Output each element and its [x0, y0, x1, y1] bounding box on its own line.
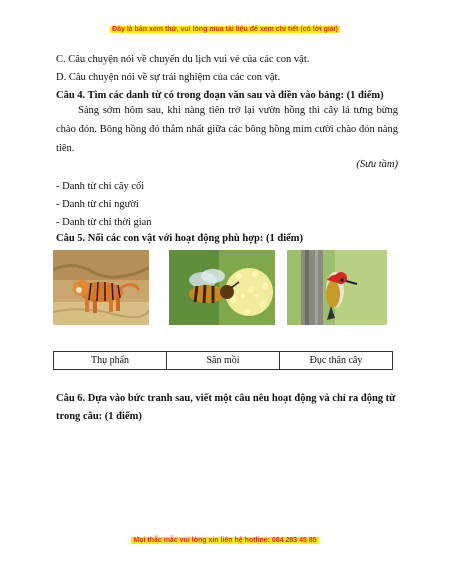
bee-photo — [169, 250, 275, 325]
option-c: C. Câu chuyện nói về chuyến du lịch vui vẻ của các con vật. — [56, 54, 310, 65]
option-d: D. Câu chuyện nói về sự trải nghiệm của các con vật. — [56, 72, 281, 83]
activity-pecking-tree[interactable]: Đục thân cây — [280, 352, 393, 370]
question-6-title-line2: trong câu: (1 điểm) — [56, 411, 142, 422]
noun-item-people: - Danh từ chỉ người — [56, 199, 139, 210]
passage-source: (Sưu tầm) — [356, 159, 398, 170]
hotline-text: Mọi thắc mắc vui lòng xin liên hệ hotline: 084 283 45 85 — [133, 537, 317, 544]
question-6-title-line1: Câu 6. Dựa vào bức tranh sau, viết một câu nêu hoạt động và chỉ ra động từ — [56, 393, 396, 404]
activity-table — [53, 351, 393, 370]
tiger-photo — [53, 250, 149, 325]
question-4-title: Câu 4. Tìm các danh từ có trong đoạn văn sau và điền vào bảng: (1 điểm) — [56, 90, 384, 101]
woodpecker-photo — [287, 250, 387, 325]
question-5-title: Câu 5. Nối các con vật với hoạt động phù hợp: (1 điểm) — [56, 233, 304, 244]
preview-notice-banner — [0, 26, 450, 33]
hotline-banner — [0, 537, 450, 544]
noun-item-time: - Danh từ chỉ thời gian — [56, 217, 152, 228]
activity-pollination[interactable]: Thụ phấn — [54, 352, 167, 370]
activity-hunting[interactable]: Săn mồi — [167, 352, 280, 370]
noun-item-plants: - Danh từ chỉ cây cối — [56, 181, 145, 192]
preview-notice-text: Đây là bản xem thử, vui lòng mua tài liệu để xem chi tiết (có lời giải) — [112, 26, 338, 33]
question-4-passage: Sáng sớm hôm sau, khi nàng tiên trở lại vườn hồng thì cây lá tưng bừng chào đón. Bông hồng đỏ thắm nhất giữa các bông hồng mỉm cười chào đón nàng tiên. — [56, 105, 398, 154]
